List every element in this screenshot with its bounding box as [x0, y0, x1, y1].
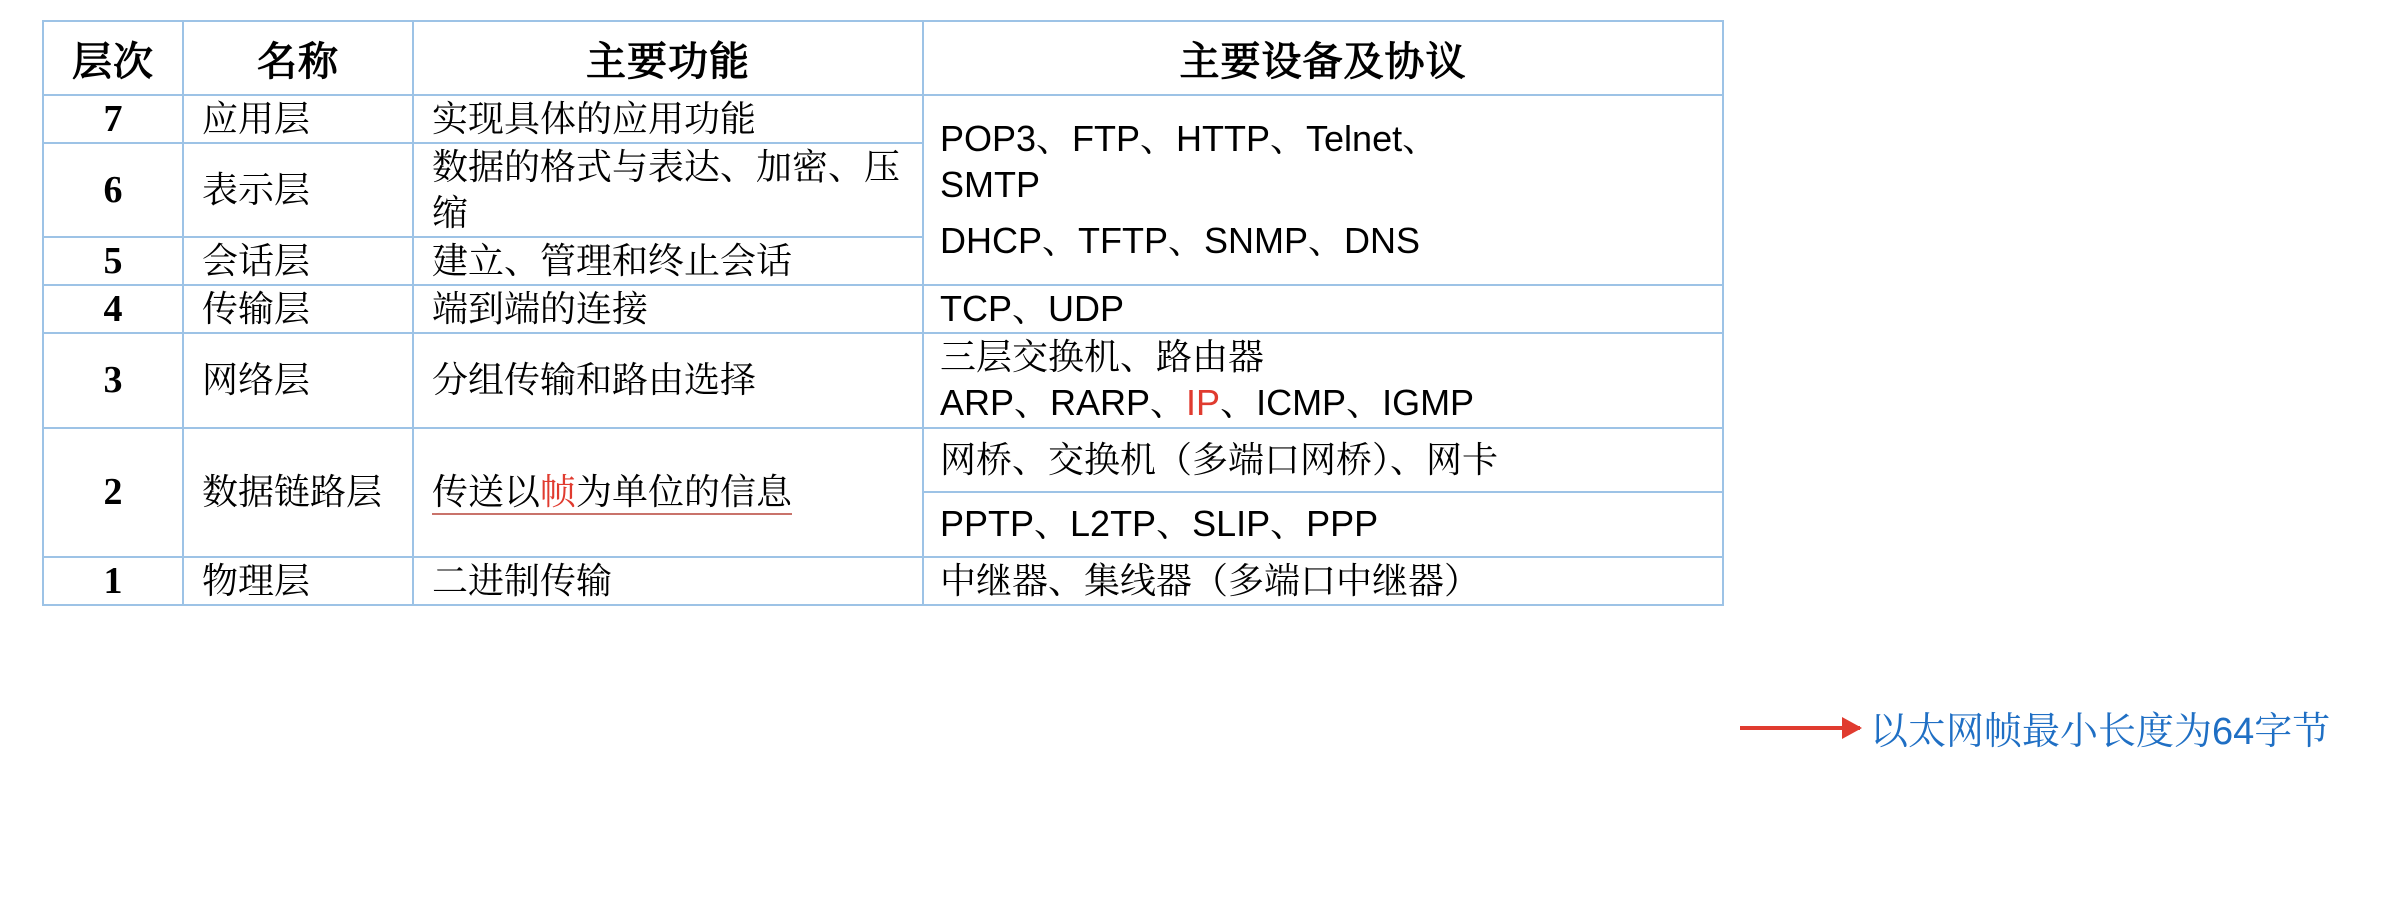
layer-number: 1 [43, 557, 183, 605]
column-header-name: 名称 [183, 21, 413, 95]
network-protocols-part-a: ARP、RARP、 [940, 382, 1187, 424]
layer-function: 分组传输和路由选择 [413, 333, 923, 427]
layer-number: 3 [43, 333, 183, 427]
arrow-icon [1740, 726, 1860, 730]
layer-function [413, 428, 923, 558]
layer-devices: TCP、UDP [923, 285, 1723, 333]
layer-name: 表示层 [183, 143, 413, 237]
datalink-function-part-b: 为单位的信息 [576, 471, 793, 513]
table-header-row [43, 21, 1723, 95]
upper-protocols-line-1: POP3、FTP、HTTP、Telnet、 [940, 118, 1439, 160]
column-header-function: 主要功能 [413, 21, 923, 95]
table-header [43, 21, 1723, 95]
network-devices-line: 三层交换机、路由器 [940, 336, 1265, 378]
datalink-protocols: PPTP、L2TP、SLIP、PPP [940, 503, 1379, 545]
layer-devices [923, 333, 1723, 427]
datalink-function-text [432, 471, 792, 515]
column-header-layer: 层次 [43, 21, 183, 95]
table-row [43, 333, 1723, 427]
arrow-head-icon [1842, 717, 1862, 739]
table-row [43, 428, 1723, 558]
annotation-text: 以太网帧最小长度为64字节 [1870, 711, 2331, 753]
layer-function: 端到端的连接 [413, 285, 923, 333]
layer-function: 二进制传输 [413, 557, 923, 605]
layer-name: 数据链路层 [183, 428, 413, 558]
layer-name: 应用层 [183, 95, 413, 143]
layer-number: 2 [43, 428, 183, 558]
osi-table-container [42, 20, 1722, 606]
layer-name: 会话层 [183, 237, 413, 285]
upper-protocols-line-3: DHCP、TFTP、SNMP、DNS [940, 220, 1421, 262]
table-row [43, 557, 1723, 605]
table-row [43, 285, 1723, 333]
layer-number: 5 [43, 237, 183, 285]
ip-protocol-highlight: IP [1186, 382, 1221, 424]
datalink-function-part-a: 传送以 [432, 471, 541, 513]
upper-layers-protocols [923, 95, 1723, 285]
layer-function: 建立、管理和终止会话 [413, 237, 923, 285]
upper-protocols-line-2: SMTP [940, 164, 1041, 206]
layer-function: 数据的格式与表达、加密、压缩 [413, 143, 923, 237]
table-body [43, 95, 1723, 605]
column-header-device: 主要设备及协议 [923, 21, 1723, 95]
table-row [43, 95, 1723, 143]
layer-number: 4 [43, 285, 183, 333]
frame-highlight: 帧 [540, 471, 577, 513]
network-protocols-line [940, 380, 1722, 426]
layer-number: 6 [43, 143, 183, 237]
layer-name: 物理层 [183, 557, 413, 605]
datalink-devices: 网桥、交换机（多端口网桥）、网卡 [924, 429, 1722, 494]
layer-name: 传输层 [183, 285, 413, 333]
network-protocols-part-b: 、ICMP、IGMP [1220, 382, 1475, 424]
layer-number: 7 [43, 95, 183, 143]
layer-name: 网络层 [183, 333, 413, 427]
layer-function: 实现具体的应用功能 [413, 95, 923, 143]
annotation-callout [1740, 700, 2330, 755]
layer-devices: 中继器、集线器（多端口中继器） [923, 557, 1723, 605]
osi-model-table [42, 20, 1724, 606]
layer-devices [923, 428, 1723, 558]
